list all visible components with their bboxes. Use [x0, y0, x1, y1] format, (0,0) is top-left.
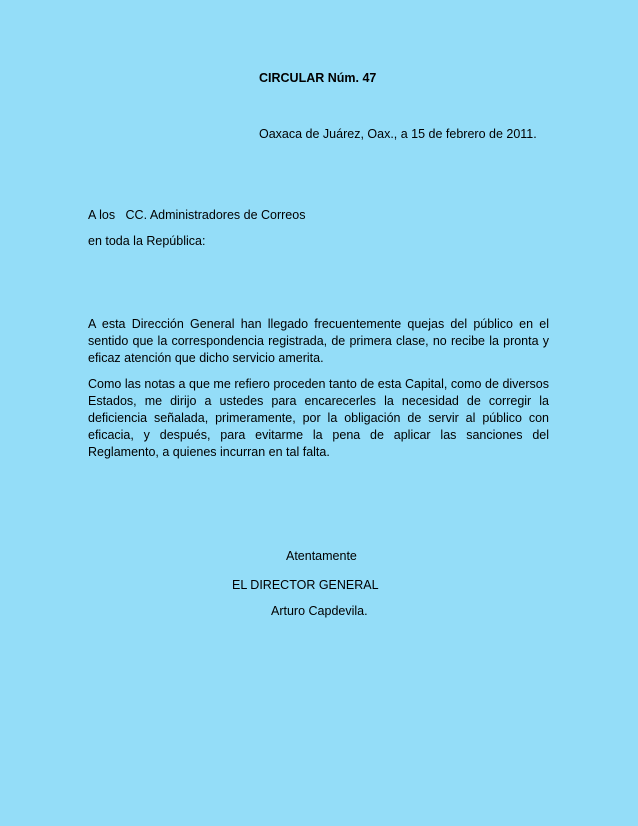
closing-salutation: Atentamente [286, 549, 357, 563]
addressee-line-1: A los CC. Administradores de Correos [88, 208, 306, 222]
body-paragraph-2: Como las notas a que me refiero proceden tanto de esta Capital, como de diversos Estados, me dirijo a ustedes para encarecerles la necesidad de corregir la deficiencia señalada, primeramente, por la obligación de servir al público con eficacia, y después, para evitarme la pena de aplicar las sanciones del Reglamento, a quienes incurran en tal falta. [88, 377, 549, 459]
body-paragraph-1: A esta Dirección General han llegado frecuentemente quejas del público en el sentido que la correspondencia registrada, de primera clase, no recibe la pronta y eficaz atención que dicho servicio amerita. [88, 317, 549, 365]
document-title: CIRCULAR Núm. 47 [259, 71, 377, 85]
closing-signatory: Arturo Capdevila. [271, 604, 368, 618]
closing-position: EL DIRECTOR GENERAL [232, 578, 379, 592]
place-date: Oaxaca de Juárez, Oax., a 15 de febrero de 2011. [259, 127, 537, 141]
addressee-line-2: en toda la República: [88, 234, 206, 248]
